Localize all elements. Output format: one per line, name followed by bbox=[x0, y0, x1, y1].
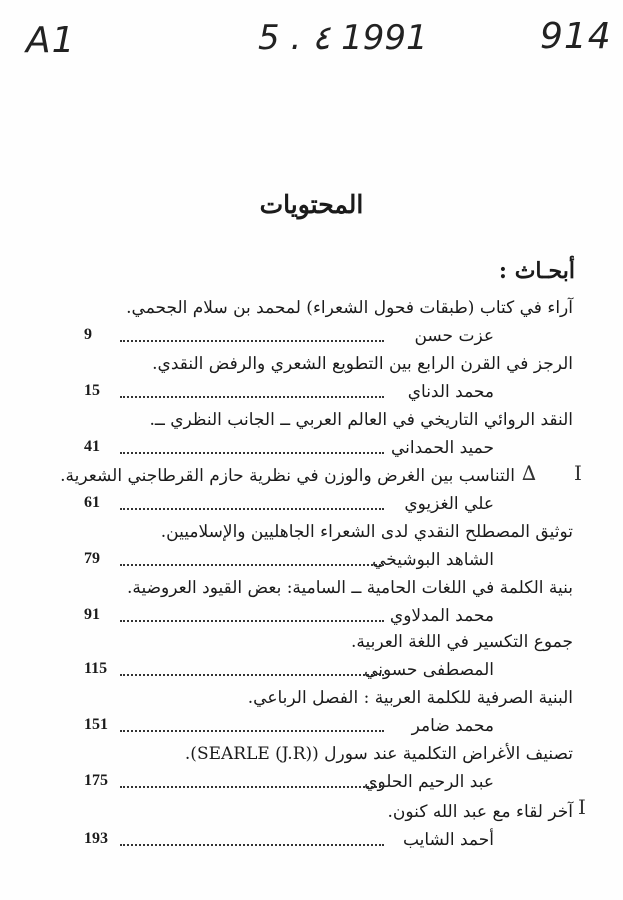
entry-author: حميد الحمداني bbox=[390, 438, 494, 458]
entry-title: توثيق المصطلح النقدي لدى الشعراء الجاهليين والإسلاميين. bbox=[160, 522, 573, 542]
entry-author-line bbox=[84, 382, 494, 406]
entry-author-line bbox=[84, 326, 494, 350]
entry-author-line bbox=[84, 716, 494, 740]
entry-title: الرجز في القرن الرابع بين التطويع الشعري والرفض النقدي. bbox=[152, 354, 573, 374]
leader-dots bbox=[120, 508, 384, 510]
entry-author-line bbox=[84, 550, 494, 574]
entry-author: عزت حسن bbox=[414, 326, 494, 346]
entry-page-number: 151 bbox=[84, 716, 108, 733]
handwritten-code: A1 bbox=[26, 20, 76, 61]
entry-page-number: 91 bbox=[84, 606, 100, 623]
entry-page-number: 15 bbox=[84, 382, 100, 399]
entry-title: بنية الكلمة في اللغات الحامية ــ السامية: بعض القيود العروضية. bbox=[126, 578, 573, 598]
entry-author: محمد ضامر bbox=[411, 716, 494, 736]
entry-title: النقد الروائي التاريخي في العالم العربي ــ الجانب النظري ــ. bbox=[149, 410, 573, 430]
entry-author: الشاهد البوشيخي bbox=[372, 550, 494, 570]
entry-title: تصنيف الأغراض التكلمية عند سورل (SEARLE (J.R)). bbox=[184, 744, 573, 764]
entry-author: محمد الدناي bbox=[407, 382, 494, 402]
entry-author: عبد الرحيم الحلوي bbox=[364, 772, 494, 792]
entry-author-line bbox=[84, 660, 494, 684]
entry-page-number: 115 bbox=[84, 660, 108, 677]
section-heading: أبحـاث : bbox=[498, 258, 575, 284]
entry-author-line bbox=[84, 438, 494, 462]
entry-page-number: 61 bbox=[84, 494, 100, 511]
leader-dots bbox=[120, 730, 384, 732]
entry-author: المصطفى حسوني bbox=[364, 660, 494, 680]
leader-dots bbox=[120, 620, 384, 622]
leader-dots bbox=[120, 340, 384, 342]
leader-dots bbox=[120, 396, 384, 398]
entry-title: التناسب بين الغرض والوزن في نظرية حازم القرطاجني الشعرية. bbox=[60, 466, 515, 486]
page-title: المحتويات bbox=[259, 190, 364, 219]
entry-author-line bbox=[84, 830, 494, 854]
entry-author: محمد المدلاوي bbox=[389, 606, 494, 626]
entry-page-number: 9 bbox=[84, 326, 92, 343]
leader-dots bbox=[120, 674, 384, 676]
entry-title: آخر لقاء مع عبد الله كنون. bbox=[387, 802, 573, 822]
handwritten-date: 5 . ٤ 1991 bbox=[258, 18, 428, 58]
entry-page-number: 41 bbox=[84, 438, 100, 455]
leader-dots bbox=[120, 452, 384, 454]
margin-mark-i: I bbox=[574, 461, 582, 485]
entry-title: جموع التكسير في اللغة العربية. bbox=[351, 632, 573, 652]
entry-author-line bbox=[84, 606, 494, 630]
entry-author: علي الغزيوي bbox=[404, 494, 494, 514]
entry-author-line bbox=[84, 772, 494, 796]
entry-page-number: 175 bbox=[84, 772, 108, 789]
entry-page-number: 79 bbox=[84, 550, 100, 567]
margin-mark-i: I bbox=[578, 795, 586, 819]
leader-dots bbox=[120, 564, 384, 566]
entry-author: أحمد الشايب bbox=[402, 830, 494, 850]
handwritten-number: 914 bbox=[540, 16, 612, 57]
leader-dots bbox=[120, 844, 384, 846]
entry-page-number: 193 bbox=[84, 830, 108, 847]
margin-mark-triangle: ∆ bbox=[522, 461, 536, 485]
leader-dots bbox=[120, 786, 384, 788]
entry-title: البنية الصرفية للكلمة العربية : الفصل الرباعي. bbox=[247, 688, 573, 708]
entry-author-line bbox=[84, 494, 494, 518]
entry-title: آراء في كتاب (طبقات فحول الشعراء) لمحمد بن سلام الجحمي. bbox=[126, 298, 573, 318]
